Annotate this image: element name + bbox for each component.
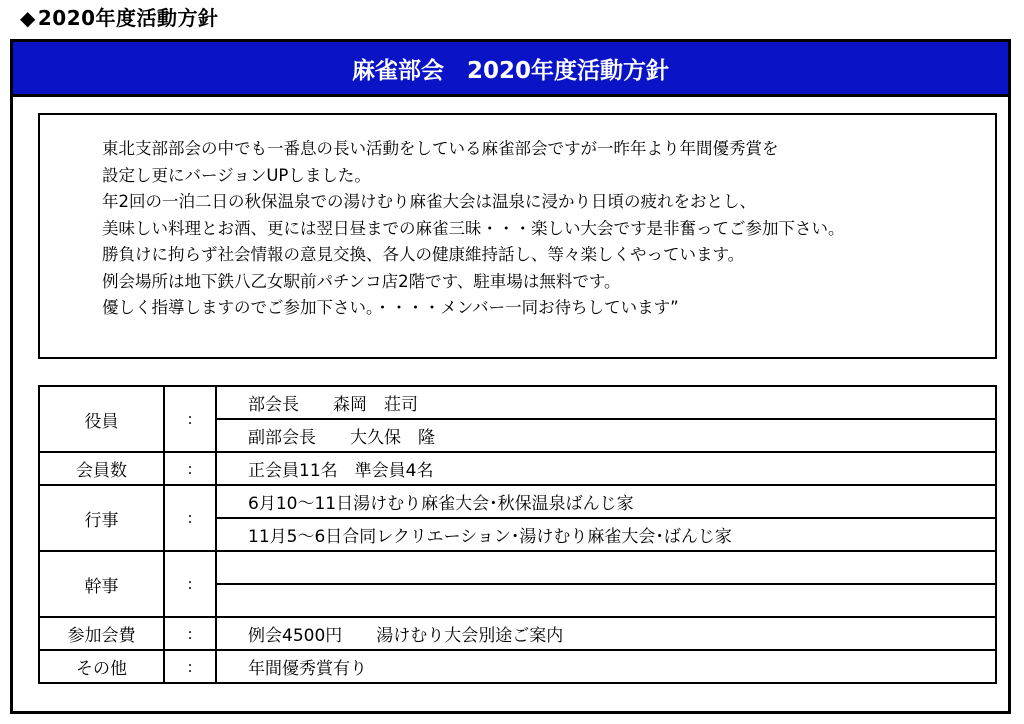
row-label: 幹事 [39,551,164,617]
description-line: 例会場所は地下鉄八乙女駅前パチンコ店2階です、駐車場は無料です。 [102,271,621,291]
page-heading [20,2,219,31]
row-colon: : [164,485,216,551]
table-row-events [39,485,996,518]
table-row-fee [39,617,996,650]
description-line: 東北支部部会の中でも一番息の長い活動をしている麻雀部会ですが一昨年より年間優秀賞を [102,139,779,158]
info-table [38,385,997,684]
row-value-empty [216,584,996,617]
activity-policy-frame [10,39,1011,714]
row-colon: : [164,617,216,650]
row-colon: : [164,452,216,485]
description-line: 美味しい料理とお酒、更には翌日昼までの麻雀三昧・・・楽しい大会です是非奮ってご参加下さい。 [102,218,845,238]
row-label: 会員数 [39,452,164,485]
description-box [38,113,997,359]
row-colon: : [164,551,216,617]
row-value: 年間優秀賞有り [216,650,996,683]
row-value: 正会員11名 準会員4名 [216,452,996,485]
row-label: 役員 [39,386,164,452]
row-value: 11月5～6日合同レクリエーション･湯けむり麻雀大会･ばんじ家 [216,518,996,551]
description-line: 設定し更にバージョンUPしました。 [102,165,371,185]
page-heading-text: 2020年度活動方針 [37,6,219,30]
description-line: 年2回の一泊二日の秋保温泉での湯けむり麻雀大会は温泉に浸かり日頃の疲れをおとし、 [102,192,756,211]
description-line: 勝負けに拘らず社会情報の意見交換、各人の健康維持話し、等々楽しくやっています。 [102,245,745,264]
row-value: 例会4500円 湯けむり大会別途ご案内 [216,617,996,650]
row-value-empty [216,551,996,584]
row-value: 部会長 森岡 荘司 [216,386,996,419]
table-row-secretary [39,551,996,584]
row-label: 参加会費 [39,617,164,650]
row-value: 6月10～11日湯けむり麻雀大会･秋保温泉ばんじ家 [216,485,996,518]
row-colon: : [164,650,216,683]
row-value: 副部会長 大久保 隆 [216,419,996,452]
title-banner: 麻雀部会 2020年度活動方針 [13,42,1008,97]
table-row-members [39,452,996,485]
table-row-officers [39,386,996,419]
table-row-other [39,650,996,683]
diamond-bullet-icon: ◆ [20,6,36,30]
row-colon: : [164,386,216,452]
row-label: その他 [39,650,164,683]
row-label: 行事 [39,485,164,551]
description-line: 優しく指導しますのでご参加下さい。・・・・メンバー一同お待ちしています” [102,298,679,317]
